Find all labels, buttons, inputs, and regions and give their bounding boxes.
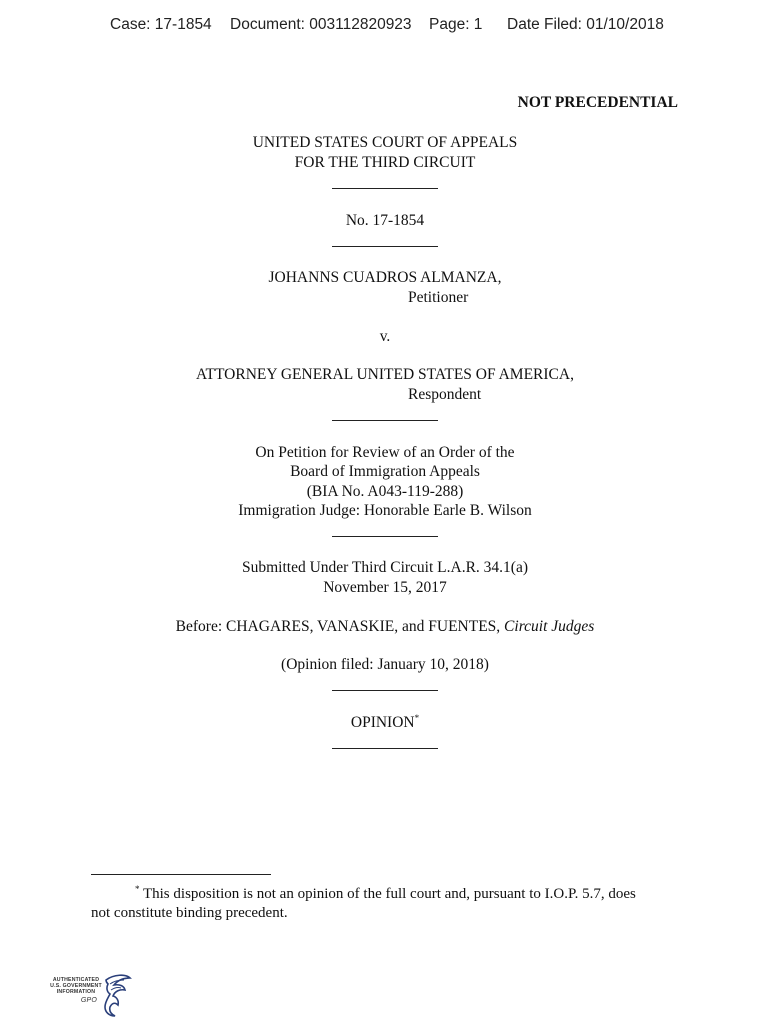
opinion-label: OPINION [350, 714, 415, 731]
logo-text-line2: U.S. GOVERNMENT [50, 983, 102, 989]
footnote-text-line1: This disposition is not an opinion of the full court and, pursuant to I.O.P. 5.7, does [139, 886, 636, 902]
opinion-footnote-marker: * [414, 712, 420, 723]
versus: v. [379, 328, 391, 345]
header-page: Page: 1 [429, 16, 483, 33]
precedential-status: NOT PRECEDENTIAL [517, 94, 678, 111]
case-number: No. 17-1854 [345, 212, 425, 229]
gpo-authenticated-logo [44, 972, 134, 1018]
panel-judges-names: Before: CHAGARES, VANASKIE, and FUENTES, [175, 618, 505, 635]
petitioner-name: JOHANNS CUADROS ALMANZA, [268, 269, 502, 286]
court-name-line2: FOR THE THIRD CIRCUIT [294, 154, 476, 171]
footnote [91, 885, 691, 923]
section-divider [332, 748, 438, 749]
header-case: Case: 17-1854 [110, 16, 212, 33]
review-line1: On Petition for Review of an Order of the [255, 444, 515, 461]
submission-line2: November 15, 2017 [323, 579, 447, 596]
section-divider [332, 188, 438, 189]
submission-line1: Submitted Under Third Circuit L.A.R. 34.1(a) [242, 559, 528, 576]
court-name-line1: UNITED STATES COURT OF APPEALS [252, 134, 518, 151]
filing-header [0, 16, 770, 38]
header-document: Document: 003112820923 [230, 16, 412, 33]
footnote-separator [91, 874, 271, 875]
section-divider [332, 420, 438, 421]
logo-text-line1: AUTHENTICATED [52, 977, 100, 983]
review-line3: (BIA No. A043-119-288) [306, 483, 464, 500]
opinion-heading [0, 713, 770, 732]
respondent-role: Respondent [408, 386, 482, 403]
panel-judges-title: Circuit Judges [504, 618, 595, 635]
logo-text-line4: GPO [80, 997, 98, 1004]
footnote-marker: * [135, 884, 140, 894]
section-divider [332, 690, 438, 691]
section-divider [332, 246, 438, 247]
panel-judges [0, 617, 770, 636]
opinion-filed-date: (Opinion filed: January 10, 2018) [281, 656, 489, 673]
eagle-icon [100, 972, 132, 1018]
respondent-name: ATTORNEY GENERAL UNITED STATES OF AMERICA, [196, 366, 574, 383]
section-divider [332, 536, 438, 537]
logo-text-line3: INFORMATION [56, 989, 96, 995]
header-date-filed: Date Filed: 01/10/2018 [507, 16, 664, 33]
footnote-text-line2: not constitute binding precedent. [91, 905, 288, 921]
review-line2: Board of Immigration Appeals [290, 463, 480, 480]
petitioner-role: Petitioner [408, 289, 469, 306]
review-line4: Immigration Judge: Honorable Earle B. Wilson [238, 502, 532, 519]
